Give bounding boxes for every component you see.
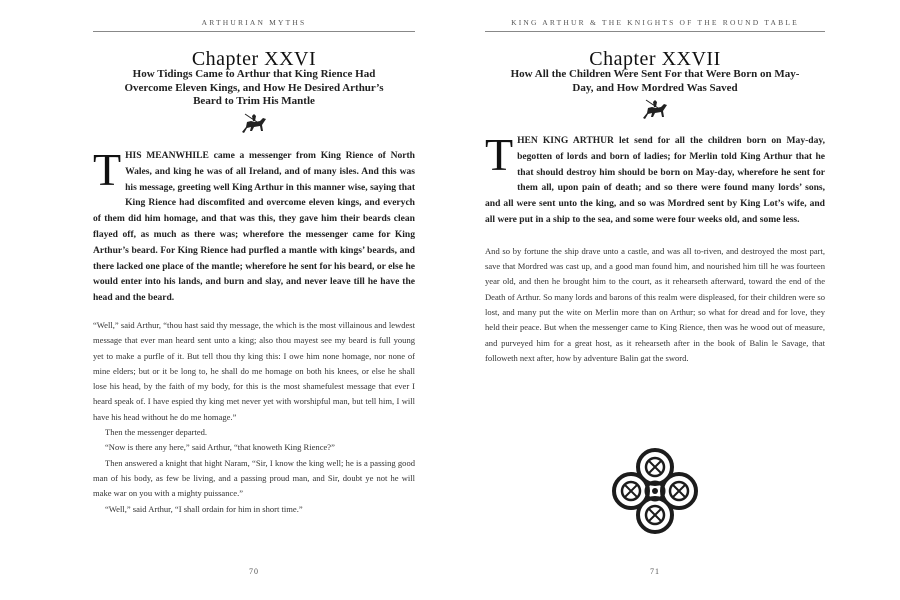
header-rule <box>93 31 415 32</box>
drop-cap: T <box>485 129 514 180</box>
page-number: 71 <box>650 567 660 576</box>
paragraph: Then answered a knight that hight Naram, “Sir, I know the king well; he is a passing good man of his body, as few be living, and a passing proud man, and Sir, doubt ye not he will make war on you with a mighty puissance.” <box>93 457 415 499</box>
right-page <box>450 0 900 600</box>
lead-text: HEN KING ARTHUR let send for all the children born on May-day, begotten of lords and born of ladies; for Merlin told King Arthur that he that should destroy him should be born on May-day, wherefore he sent for them all, upon pain of death; and so there were found many lords’ sons, and all were sent unto the king, and so was Mordred sent by King Lot’s wife, and all were put in a ship to the sea, and some were four weeks old, and some less. <box>485 135 825 225</box>
drop-cap: T <box>93 144 122 195</box>
chapter-title: Chapter XXVII <box>589 48 721 70</box>
knight-on-horseback-icon <box>641 98 669 122</box>
paragraph: And so by fortune the ship drave unto a castle, and was all to-riven, and destroyed the most part, save that Mordred was cast up, and a good man found him, and nourished him till he was fourteen year old, and then he brought him to the court, as it rehearseth afterward, toward the end of the Death of Arthur. So many lords and barons of this realm were displeased, for their children were so lost, and many put the wite on Merlin more than on Arthur; so what for dread and for love, they held their peace. But when the messenger came to King Rience, then was he wood out of measure, and purveyed him for a great host, as it rehearseth after in the book of Balin le Savage, that followeth next after, how by adventure Balin gat the sword. <box>485 245 825 363</box>
header-rule <box>485 31 825 32</box>
paragraph-spacer <box>485 228 825 244</box>
lead-paragraph <box>93 144 415 306</box>
paragraph-spacer <box>93 306 415 318</box>
chapter-title: Chapter XXVI <box>191 48 317 70</box>
chapter-subtitle: How Tidings Came to Arthur that King Rience Had Overcome Eleven Kings, and How He Desired Arthur’s Beard to Trim His Mantle <box>124 68 384 107</box>
left-text-column <box>93 144 415 517</box>
celtic-knot-icon <box>609 445 701 537</box>
running-head: ARTHURIAN MYTHS <box>201 18 307 27</box>
lead-text: HIS MEANWHILE came a messenger from King Rience of North Wales, and king he was of all Ireland, and of many isles. And this was his message, greeting well King Arthur in this manner wise, saying that King Rience had discomfited and overcome eleven kings, and everych of them did him homage, and that was this, they gave him their beards clean flayed off, as much as there was; wherefore the messenger came for King Arthur’s beard. For King Rience had purfled a mantle with kings’ beards, and there lacked one place of the mantle; wherefore he sent for his beard, or else he would enter into his lands, and burn and slay, and never leave till he have the head and the beard. <box>93 150 415 304</box>
lead-paragraph <box>485 129 825 228</box>
paragraph: Then the messenger departed. <box>105 427 208 438</box>
paragraph: “Now is there any here,” said Arthur, “that knoweth King Rience?” <box>105 442 335 453</box>
chapter-subtitle: How All the Children Were Sent For that Were Born on May-Day, and How Mordred Was Saved <box>510 68 800 94</box>
page-number: 70 <box>249 567 259 576</box>
paragraph: “Well,” said Arthur, “I shall ordain for him in short time.” <box>105 503 303 514</box>
knight-on-horseback-icon <box>240 112 268 136</box>
running-head: KING ARTHUR & THE KNIGHTS OF THE ROUND TABLE <box>511 18 799 27</box>
paragraph: “Well,” said Arthur, “thou hast said thy message, the which is the most villainous and lewdest message that ever man heard sent unto a king; also thou mayest see my beard is full young yet to make a purfle of it. But tell thou thy king this: I owe him none homage, nor none of mine elders; but or it be long to, he shall do me homage on both his knees, or else he shall lose his head, by the faith of my body, for this is the most shamefulest message that ever I heard speak of. I have espied thy king met never yet with worshipful man, but tell him, I will have his head without he do me homage.” <box>93 319 415 422</box>
right-text-column <box>485 129 825 366</box>
